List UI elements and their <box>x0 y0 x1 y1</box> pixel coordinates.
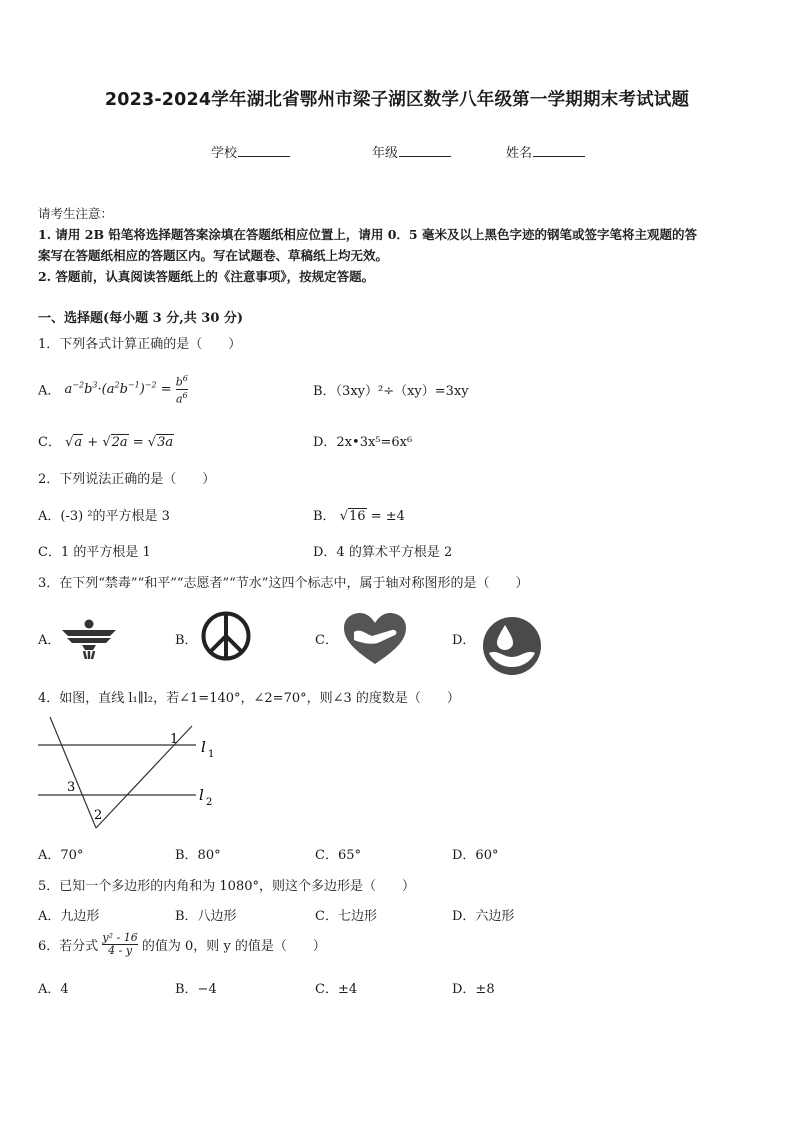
q1-a-label: A． <box>38 383 61 399</box>
l1-label: l <box>201 738 206 756</box>
q5-option-d[interactable]: D．六边形 <box>452 909 515 924</box>
school-label: 学校 <box>211 146 238 161</box>
l2-label: l <box>199 786 204 804</box>
q2-b-sqrt: √16 <box>339 509 366 524</box>
q6-stem <box>38 932 326 964</box>
page-title: 2023-2024学年湖北省鄂州市梁子湖区数学八年级第一学期期末考试试题 <box>104 90 690 110</box>
q1-a-fraction: $\frac{b^6}{a^6}$ <box>175 374 188 406</box>
q3-stem: 3．在下列“禁毒”“和平”“志愿者”“节水”这四个标志中，属于轴对称图形的是（ ） <box>38 576 529 591</box>
q2-option-a[interactable]: A．(-3) ²的平方根是 3 <box>38 509 170 524</box>
volunteer-heart-hand-icon <box>340 610 410 668</box>
q4-option-d[interactable]: D．60° <box>452 848 499 863</box>
l2-subscript: 2 <box>206 797 213 808</box>
name-label: 姓名 <box>506 146 533 161</box>
q4-parallel-lines-figure <box>30 712 230 837</box>
notice-item1-line1: 1. 请用 2B 铅笔将选择题答案涂填在答题纸相应位置上，请用 0．5 毫米及以上黑色字迹的钢笔或签字笔将主观题的答 <box>38 227 697 242</box>
q5-stem: 5．已知一个多边形的内角和为 1080°，则这个多边形是（ ） <box>38 879 415 894</box>
q3-option-d-label[interactable]: D． <box>452 633 476 648</box>
q4-option-b[interactable]: B．80° <box>175 848 221 863</box>
peace-symbol-icon <box>200 610 252 662</box>
q1-stem: 1．下列各式计算正确的是（ ） <box>38 337 242 352</box>
q3-option-a-label[interactable]: A． <box>38 633 61 648</box>
q2-option-c[interactable]: C．1 的平方根是 1 <box>38 545 151 560</box>
q3-option-b-label[interactable]: B． <box>175 633 198 648</box>
q5-option-b[interactable]: B．八边形 <box>175 909 237 924</box>
q1-option-d[interactable]: D．2x•3x⁵=6x⁶ <box>313 435 413 450</box>
angle-2-label: 2 <box>94 808 103 823</box>
school-blank[interactable] <box>238 142 290 157</box>
transversal-left <box>50 717 96 828</box>
q5-option-a[interactable]: A．九边形 <box>38 909 100 924</box>
q6-option-a[interactable]: A．4 <box>38 982 69 997</box>
q2-b-label: B． <box>313 509 336 524</box>
q2-option-d[interactable]: D．4 的算术平方根是 2 <box>313 545 453 560</box>
q6-stem-post: 的值为 0，则 y 的值是（ ） <box>141 939 326 954</box>
q1-option-a[interactable] <box>38 373 188 413</box>
section-heading: 一、选择题(每小题 3 分,共 30 分) <box>38 311 244 326</box>
name-blank[interactable] <box>533 142 585 157</box>
grade-label: 年级 <box>372 146 399 161</box>
notice-item2: 2. 答题前，认真阅读答题纸上的《注意事项》，按规定答题。 <box>38 269 375 284</box>
notice-item1-line2: 案写在答题纸相应的答题区内。写在试题卷、草稿纸上均无效。 <box>38 248 389 263</box>
angle-3-label: 3 <box>67 780 76 795</box>
q6-fraction-denominator: 4 - y <box>102 944 137 957</box>
q2-stem: 2．下列说法正确的是（ ） <box>38 472 216 487</box>
q2-option-b[interactable] <box>313 505 405 524</box>
l1-subscript: 1 <box>208 749 215 760</box>
q6-fraction <box>102 932 137 957</box>
q1-c-label: C． <box>38 435 61 450</box>
q1-option-c[interactable] <box>38 431 174 450</box>
anti-drug-eagle-icon <box>60 618 118 660</box>
q1-c-expression: √a + √2a = √3a <box>65 435 174 450</box>
q3-option-c-label[interactable]: C． <box>315 633 338 648</box>
q1-option-b[interactable]: B．（3xy）²÷（xy）=3xy <box>313 384 469 399</box>
q6-option-c[interactable]: C．±4 <box>315 982 358 997</box>
q4-option-c[interactable]: C．65° <box>315 848 361 863</box>
grade-field[interactable] <box>372 142 451 161</box>
q6-fraction-numerator: y² - 16 <box>102 931 138 944</box>
q1-a-expression: $a^{-2}b^3\cdot(a^2b^{-1})^{-2}$ = <box>64 380 176 398</box>
q6-stem-pre: 6．若分式 <box>38 939 99 954</box>
q4-stem: 4．如图，直线 l₁∥l₂，若∠1=140°，∠2=70°，则∠3 的度数是（ ） <box>38 691 460 706</box>
name-field[interactable] <box>506 142 585 161</box>
water-saving-drop-icon <box>481 615 543 677</box>
angle-1-label: 1 <box>170 732 179 747</box>
school-field[interactable] <box>211 142 290 161</box>
q4-option-a[interactable]: A．70° <box>38 848 84 863</box>
q2-b-rest: = ±4 <box>370 509 405 524</box>
q6-option-d[interactable]: D．±8 <box>452 982 495 997</box>
q5-option-c[interactable]: C．七边形 <box>315 909 377 924</box>
grade-blank[interactable] <box>399 142 451 157</box>
notice-heading: 请考生注意： <box>38 206 114 221</box>
q6-option-b[interactable]: B．−4 <box>175 982 217 997</box>
